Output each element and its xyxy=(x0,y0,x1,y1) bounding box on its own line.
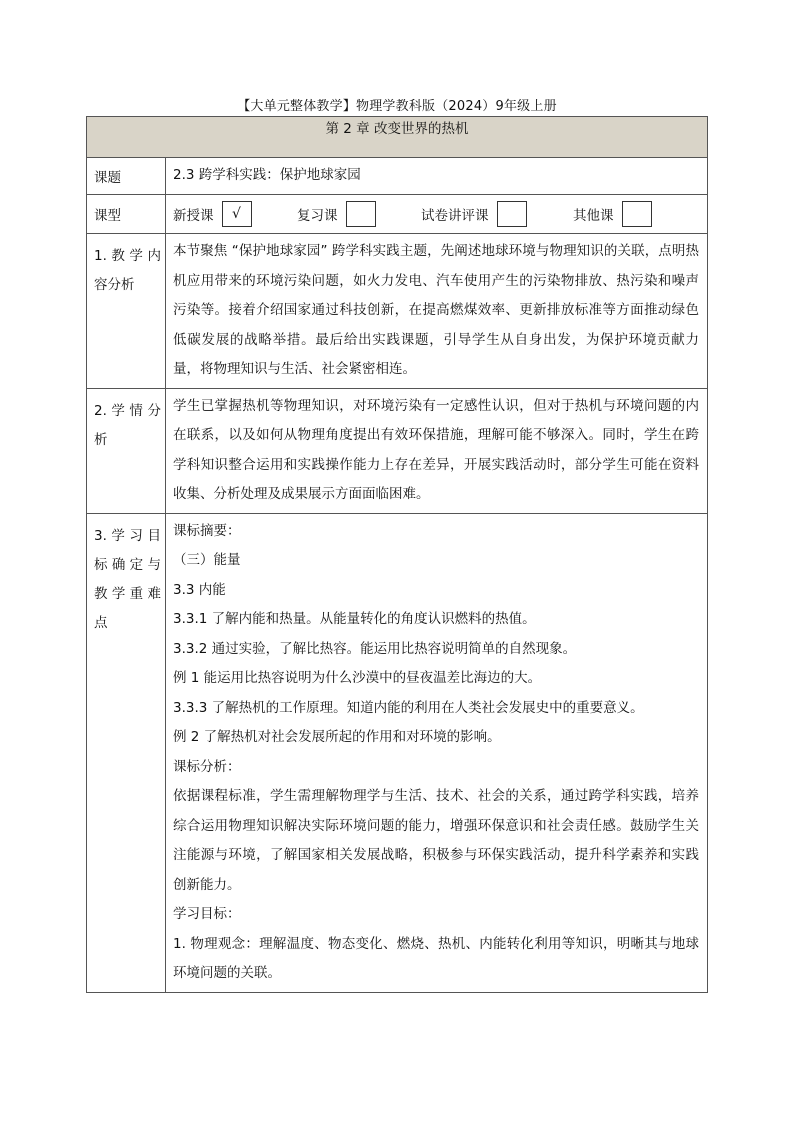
lesson-type-options xyxy=(166,195,708,234)
lesson-type-review[interactable]: 复习课 xyxy=(297,201,421,227)
standard-item-3-3-2: 3.3.2 通过实验，了解比热容。能运用比热容说明简单的自然现象。 xyxy=(173,640,577,657)
content-analysis-label: 1. 教 学 内 容分析 xyxy=(87,234,166,389)
student-analysis-row xyxy=(87,388,708,513)
lesson-type-label: 课型 xyxy=(87,195,166,234)
energy-heading: （三）能量 xyxy=(173,552,241,568)
lesson-type-exam-review-checkbox[interactable] xyxy=(497,201,527,227)
standard-item-3-3-1: 3.3.1 了解内能和热量。从能量转化的角度认识燃料的热值。 xyxy=(173,611,536,627)
lesson-plan-table xyxy=(86,116,708,993)
student-analysis-text: 学生已掌握热机等物理知识，对环境污染有一定感性认识，但对于热机与环境问题的内在联系，以及如何从物理角度提出有效环保措施，理解可能不够深入。同时，学生在跨学科知识整合运用和实践操作能力上存在差异，开展实践活动时，部分学生可能在资料收集、分析处理及成果展示方面面临困难。 xyxy=(166,388,708,513)
learning-goals-heading: 学习目标： xyxy=(173,906,241,922)
chapter-title: 第 2 章 改变世界的热机 xyxy=(87,117,708,158)
example-1: 例 1 能运用比热容说明为什么沙漠中的昼夜温差比海边的大。 xyxy=(173,670,542,686)
content-analysis-row xyxy=(87,234,708,389)
topic-row xyxy=(87,158,708,195)
lesson-type-exam-review[interactable]: 试卷讲评课 xyxy=(421,201,573,227)
standard-analysis-heading: 课标分析： xyxy=(173,758,241,775)
page-header: 【大单元整体教学】物理学教科版（2024）9年级上册 xyxy=(237,99,557,114)
example-2: 例 2 了解热机对社会发展所起的作用和对环境的影响。 xyxy=(173,729,501,745)
standard-analysis-text: 依据课程标准，学生需理解物理学与生活、技术、社会的关系，通过跨学科实践，培养综合运用物理知识解决实际环境问题的能力，增强环保意识和社会责任感。鼓励学生关注能源与环境，了解国家相关发展战略，积极参与环保实践活动，提升科学素养和实践创新能力。 xyxy=(173,788,699,893)
standard-item-3-3-3: 3.3.3 了解热机的工作原理。知道内能的利用在人类社会发展史中的重要意义。 xyxy=(173,699,644,716)
chapter-row xyxy=(87,117,708,158)
student-analysis-label: 2. 学 情 分 析 xyxy=(87,388,166,513)
lesson-type-new-checkbox[interactable]: √ xyxy=(222,201,252,227)
lesson-type-review-checkbox[interactable] xyxy=(346,201,376,227)
topic-value: 2.3 跨学科实践：保护地球家园 xyxy=(166,158,708,195)
learning-goal-1: 1. 物理观念：理解温度、物态变化、燃烧、热机、内能转化利用等知识，明晰其与地球环境问题的关联。 xyxy=(173,935,699,981)
lesson-type-other-checkbox[interactable] xyxy=(622,201,652,227)
objectives-label: 3. 学 习 目 标确定与教学重难点 xyxy=(87,513,166,992)
lesson-type-row xyxy=(87,195,708,234)
topic-label: 课题 xyxy=(87,158,166,195)
objectives-content xyxy=(166,513,708,992)
objectives-row xyxy=(87,513,708,992)
internal-energy-heading: 3.3 内能 xyxy=(173,581,226,598)
standard-summary-heading: 课标摘要： xyxy=(173,522,241,539)
lesson-type-new[interactable]: 新授课 √ xyxy=(173,201,297,227)
content-analysis-text: 本节聚焦 “保护地球家园” 跨学科实践主题，先阐述地球环境与物理知识的关联，点明热机应用带来的环境污染问题，如火力发电、汽车使用产生的污染物排放、热污染和噪声污染等。接着介绍国家通过科技创新，在提高燃煤效率、更新排放标准等方面推动绿色低碳发展的战略举措。最后给出实践课题，引导学生从自身出发，为保护环境贡献力量，将物理知识与生活、社会紧密相连。 xyxy=(166,234,708,389)
lesson-type-other[interactable]: 其他课 xyxy=(573,201,652,227)
